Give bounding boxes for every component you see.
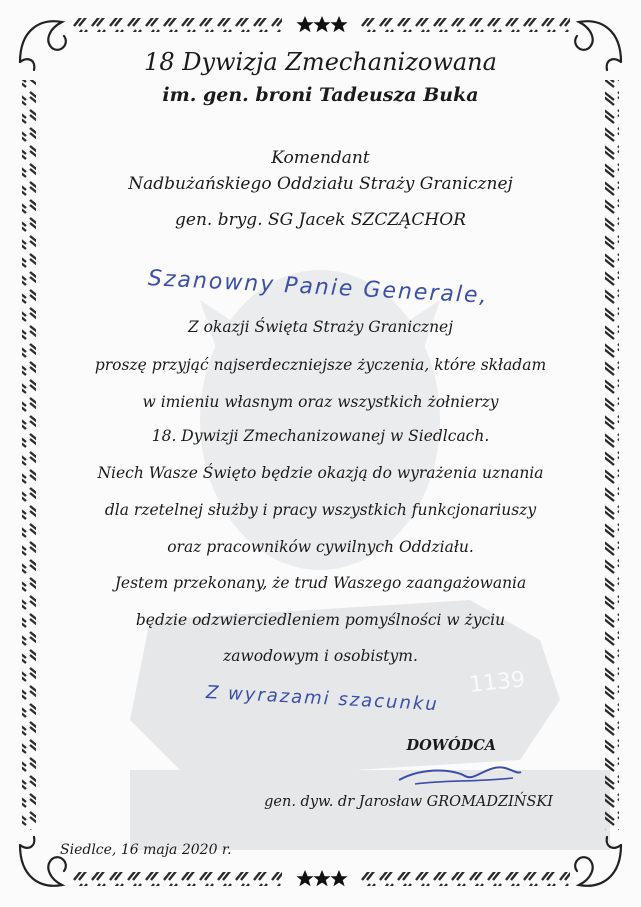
letterhead-subtitle: im. gen. broni Tadeusza Buka [162, 84, 479, 106]
body-line: w imieniu własnym oraz wszystkich żołnierzy [142, 393, 499, 411]
bottom-right-hatch [360, 872, 570, 886]
recipient-position: Komendant [271, 148, 370, 168]
handwritten-salutation: Szanowny Panie Generale, [147, 266, 490, 309]
signatory-title: DOWÓDCA [406, 737, 496, 754]
top-left-hatch [72, 18, 282, 32]
body-line: będzie odzwierciedleniem pomyślności w życiu [135, 611, 506, 629]
signatory-name: gen. dyw. dr Jarosław GROMADZIŃSKI [264, 794, 553, 810]
body-line: Z okazji Święta Straży Granicznej [187, 318, 454, 336]
body-line: zawodowym i osobistym. [223, 647, 418, 665]
bottom-left-hatch [72, 872, 282, 886]
vehicle-marking: 1139 [468, 667, 527, 698]
place-and-date: Siedlce, 16 maja 2020 r. [60, 842, 232, 858]
bottom-stars [296, 870, 347, 886]
recipient-unit: Nadbużańskiego Oddziału Straży Granicznej [128, 174, 513, 194]
body-line: oraz pracowników cywilnych Oddziału. [167, 538, 474, 556]
letterhead-title: 18 Dywizja Zmechanizowana [144, 48, 497, 76]
body-line: dla rzetelnej służby i pracy wszystkich funkcjonariuszy [104, 501, 537, 519]
body-line: Jestem przekonany, że trud Waszego zaangażowania [114, 574, 527, 592]
body-line: 18. Dywizji Zmechanizowanej w Siedlcach. [151, 427, 490, 445]
recipient-name: gen. bryg. SG Jacek SZCZĄCHOR [175, 210, 466, 230]
body-line: proszę przyjąć najserdeczniejsze życzenia, które składam [94, 356, 547, 374]
body-line: Niech Wasze Święto będzie okazją do wyrażenia uznania [97, 464, 544, 482]
corner-flourish-bottom-left [20, 837, 66, 886]
corner-flourish-bottom-right [575, 837, 621, 886]
handwritten-closing: Z wyrazami szacunku [205, 682, 440, 716]
handwritten-signature [395, 756, 525, 790]
top-right-hatch [360, 18, 570, 32]
top-stars [296, 16, 347, 32]
